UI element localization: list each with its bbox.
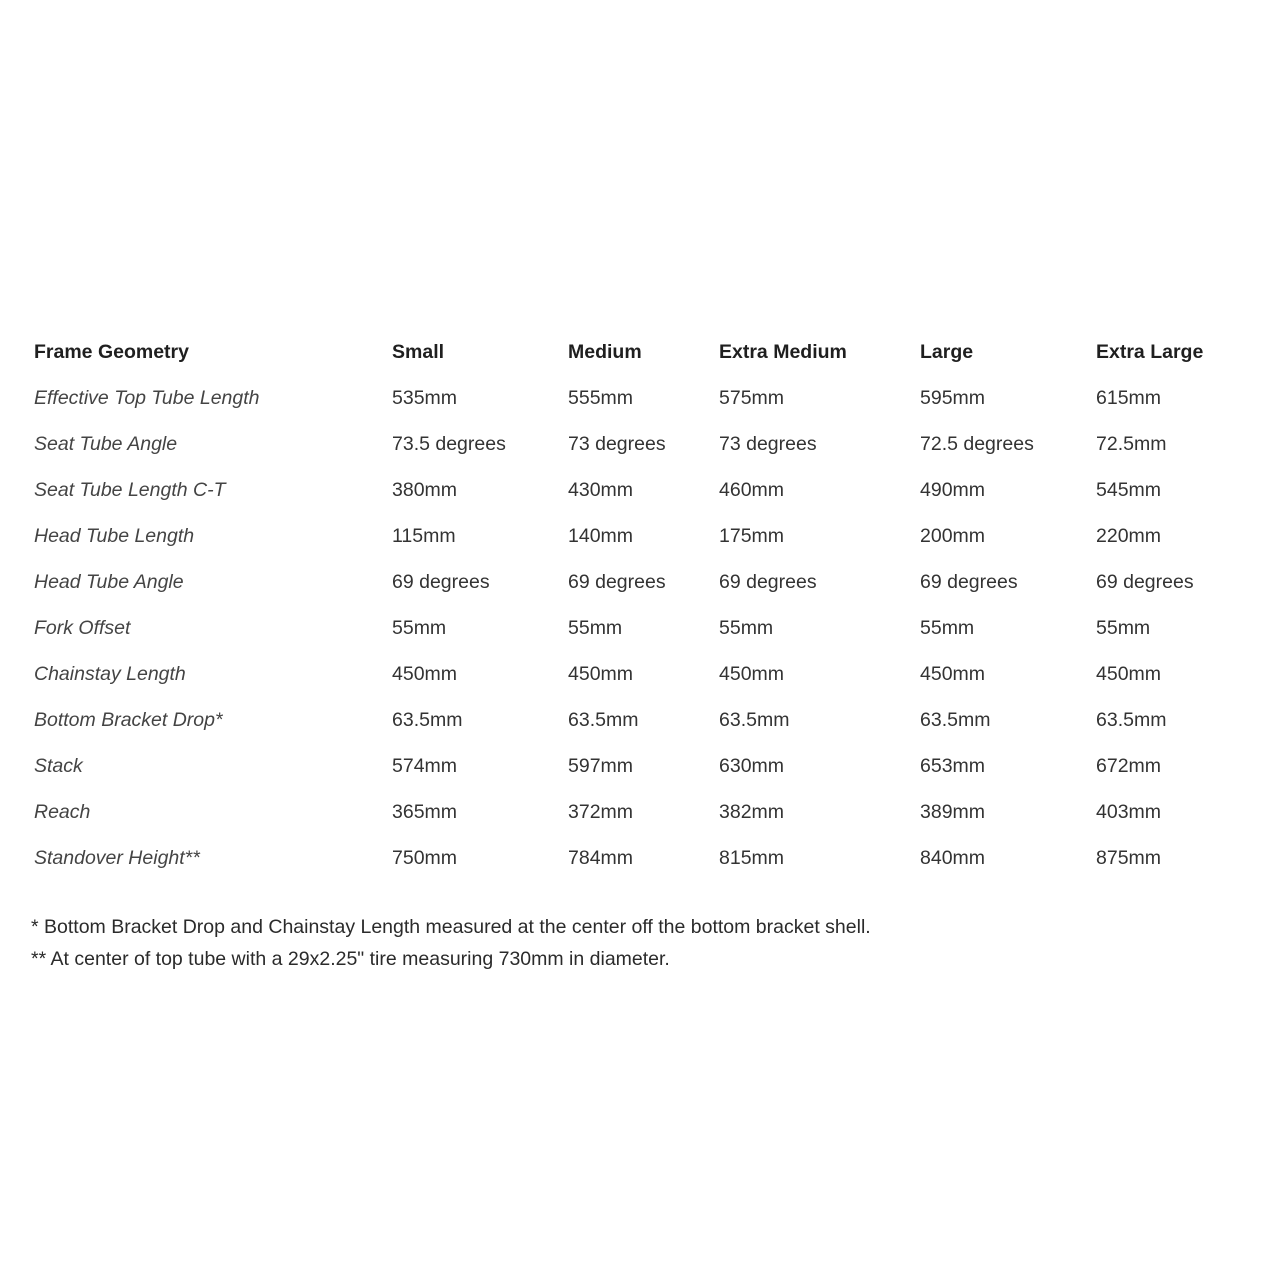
table-cell: 69 degrees	[920, 570, 1018, 593]
table-cell: 784mm	[568, 846, 634, 869]
table-cell: 403mm	[1096, 800, 1162, 823]
header-extra-medium: Extra Medium	[719, 340, 847, 363]
table-row	[34, 789, 1254, 835]
table-cell: 63.5mm	[719, 708, 790, 731]
table-cell: 875mm	[1096, 846, 1162, 869]
table-cell: 63.5mm	[920, 708, 991, 731]
table-cell: 69 degrees	[1096, 570, 1194, 593]
row-label: Standover Height**	[34, 846, 200, 869]
table-cell: 630mm	[719, 754, 785, 777]
table-row	[34, 835, 1254, 881]
table-cell: 672mm	[1096, 754, 1162, 777]
table-cell: 55mm	[568, 616, 623, 639]
table-cell: 430mm	[568, 478, 634, 501]
table-cell: 372mm	[568, 800, 634, 823]
row-label: Head Tube Angle	[34, 570, 184, 593]
table-cell: 63.5mm	[568, 708, 639, 731]
table-cell: 490mm	[920, 478, 986, 501]
table-cell: 615mm	[1096, 386, 1162, 409]
table-cell: 450mm	[392, 662, 458, 685]
table-cell: 840mm	[920, 846, 986, 869]
row-label: Stack	[34, 754, 83, 777]
table-cell: 595mm	[920, 386, 986, 409]
footnote-bottom-bracket: * Bottom Bracket Drop and Chainstay Length measured at the center off the bottom bracket shell.	[31, 916, 871, 938]
row-label: Fork Offset	[34, 616, 131, 639]
table-body	[34, 375, 1254, 881]
table-cell: 555mm	[568, 386, 634, 409]
table-cell: 750mm	[392, 846, 458, 869]
table-row	[34, 513, 1254, 559]
table-cell: 460mm	[719, 478, 785, 501]
table-cell: 72.5mm	[1096, 432, 1167, 455]
table-cell: 380mm	[392, 478, 458, 501]
table-cell: 382mm	[719, 800, 785, 823]
table-cell: 450mm	[568, 662, 634, 685]
header-small: Small	[392, 340, 445, 363]
table-cell: 140mm	[568, 524, 634, 547]
table-cell: 450mm	[920, 662, 986, 685]
row-label: Reach	[34, 800, 91, 823]
header-extra-large: Extra Large	[1096, 340, 1204, 363]
table-cell: 55mm	[1096, 616, 1151, 639]
table-cell: 597mm	[568, 754, 634, 777]
table-cell: 574mm	[392, 754, 458, 777]
table-cell: 63.5mm	[392, 708, 463, 731]
header-large: Large	[920, 340, 974, 363]
frame-geometry-table	[34, 329, 1254, 881]
table-cell: 115mm	[392, 524, 456, 547]
table-row	[34, 375, 1254, 421]
table-cell: 69 degrees	[719, 570, 817, 593]
header-frame-geometry: Frame Geometry	[34, 340, 189, 363]
table-cell: 72.5 degrees	[920, 432, 1034, 455]
table-cell: 73 degrees	[719, 432, 817, 455]
table-row	[34, 651, 1254, 697]
footnote-standover: ** At center of top tube with a 29x2.25" tire measuring 730mm in diameter.	[31, 948, 670, 970]
table-cell: 220mm	[1096, 524, 1162, 547]
table-cell: 69 degrees	[568, 570, 666, 593]
header-medium: Medium	[568, 340, 642, 363]
table-cell: 73.5 degrees	[392, 432, 506, 455]
row-label: Effective Top Tube Length	[34, 386, 260, 409]
table-cell: 175mm	[719, 524, 785, 547]
row-label: Head Tube Length	[34, 524, 195, 547]
table-cell: 365mm	[392, 800, 458, 823]
table-cell: 575mm	[719, 386, 785, 409]
footnotes	[31, 911, 1231, 975]
table-cell: 815mm	[719, 846, 785, 869]
table-cell: 545mm	[1096, 478, 1162, 501]
row-label: Bottom Bracket Drop*	[34, 708, 223, 731]
table-row	[34, 559, 1254, 605]
table-cell: 450mm	[719, 662, 785, 685]
table-cell: 69 degrees	[392, 570, 490, 593]
table-row	[34, 605, 1254, 651]
table-cell: 450mm	[1096, 662, 1162, 685]
table-row	[34, 421, 1254, 467]
row-label: Seat Tube Length C-T	[34, 478, 226, 501]
table-header-row	[34, 329, 1254, 375]
table-cell: 535mm	[392, 386, 458, 409]
row-label: Chainstay Length	[34, 662, 186, 685]
table-row	[34, 467, 1254, 513]
table-cell: 55mm	[719, 616, 774, 639]
table-cell: 653mm	[920, 754, 986, 777]
table-cell: 73 degrees	[568, 432, 666, 455]
table-row	[34, 743, 1254, 789]
table-row	[34, 697, 1254, 743]
table-cell: 55mm	[392, 616, 447, 639]
row-label: Seat Tube Angle	[34, 432, 178, 455]
table-cell: 63.5mm	[1096, 708, 1167, 731]
table-cell: 55mm	[920, 616, 975, 639]
table-cell: 389mm	[920, 800, 986, 823]
table-cell: 200mm	[920, 524, 986, 547]
